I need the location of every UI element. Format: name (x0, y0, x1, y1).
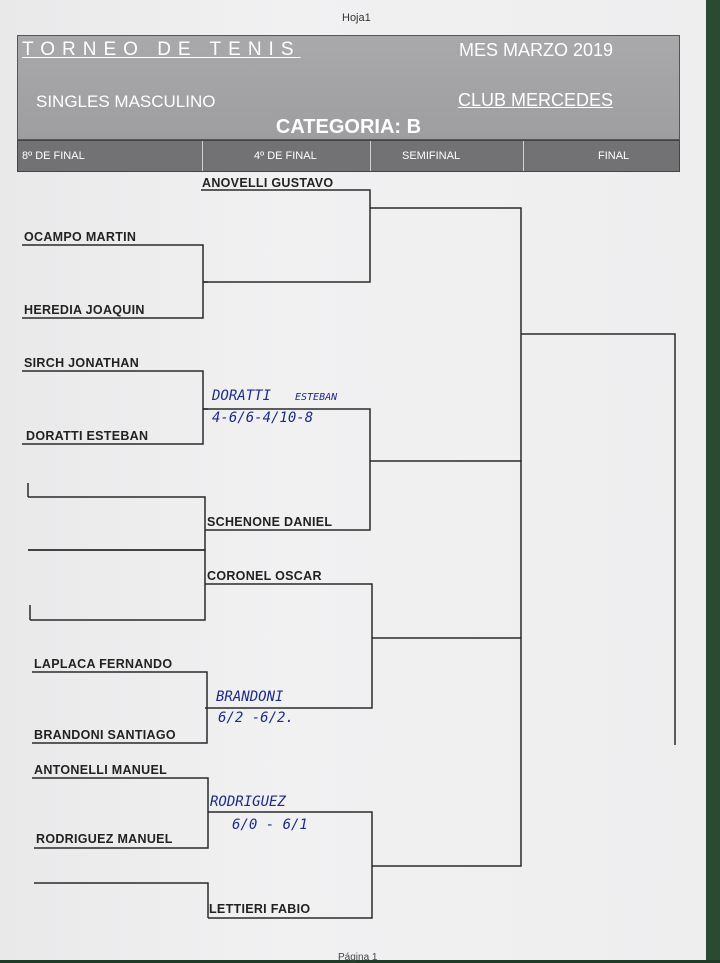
handwritten-score-3: 6/0 - 6/1 (232, 817, 308, 833)
r16-player-5: LAPLACA FERNANDO (34, 657, 173, 671)
r16-player-8: RODRIGUEZ MANUEL (36, 832, 173, 846)
tournament-title: TORNEO DE TENIS (22, 39, 301, 60)
handwritten-score-2: 6/2 -6/2. (218, 710, 294, 726)
r16-player-3: SIRCH JONATHAN (24, 356, 140, 370)
bracket-line (201, 190, 370, 282)
qf-player-4: LETTIERI FABIO (209, 902, 311, 916)
club-name: CLUB MERCEDES (457, 90, 613, 110)
r16-player-7: ANTONELLI MANUEL (34, 763, 168, 777)
handwritten-winner-3: RODRIGUEZ (210, 794, 286, 810)
r16-player-2: HEREDIA JOAQUIN (24, 303, 145, 317)
round-label-final: FINAL (598, 150, 630, 162)
tournament-month: MES MARZO 2019 (458, 40, 613, 60)
r16-player-4: DORATTI ESTEBAN (26, 429, 149, 443)
handwritten-winner-2: BRANDONI (216, 689, 284, 705)
background-edge (706, 0, 720, 960)
round-label-qf: 4º DE FINAL (254, 150, 317, 162)
bracket-line (521, 334, 675, 745)
handwritten-winner-1: DORATTI (212, 388, 272, 404)
bracket-line (372, 638, 521, 866)
bracket-line (370, 208, 521, 461)
draw-type: SINGLES MASCULINO (36, 92, 216, 111)
sheet-title: Hoja1 (342, 12, 371, 24)
bracket-line (28, 497, 205, 550)
bracket-line (34, 883, 208, 918)
bracket-line (28, 550, 205, 620)
handwritten-score-1: 4-6/6-4/10-8 (212, 410, 314, 426)
bracket-line (203, 409, 370, 530)
handwritten-winner-1-extra: ESTEBAN (295, 392, 338, 403)
r16-player-6: BRANDONI SANTIAGO (34, 728, 176, 742)
category-title: CATEGORIA: B (275, 116, 422, 138)
qf-player-3: CORONEL OSCAR (207, 569, 322, 583)
qf-player-2: SCHENONE DANIEL (207, 515, 333, 529)
round-label-sf: SEMIFINAL (402, 150, 461, 162)
page-footer: Página 1 (338, 952, 378, 963)
round-label-r16: 8º DE FINAL (22, 150, 85, 162)
r16-player-1: OCAMPO MARTIN (24, 230, 137, 244)
qf-player-1: ANOVELLI GUSTAVO (202, 176, 334, 190)
